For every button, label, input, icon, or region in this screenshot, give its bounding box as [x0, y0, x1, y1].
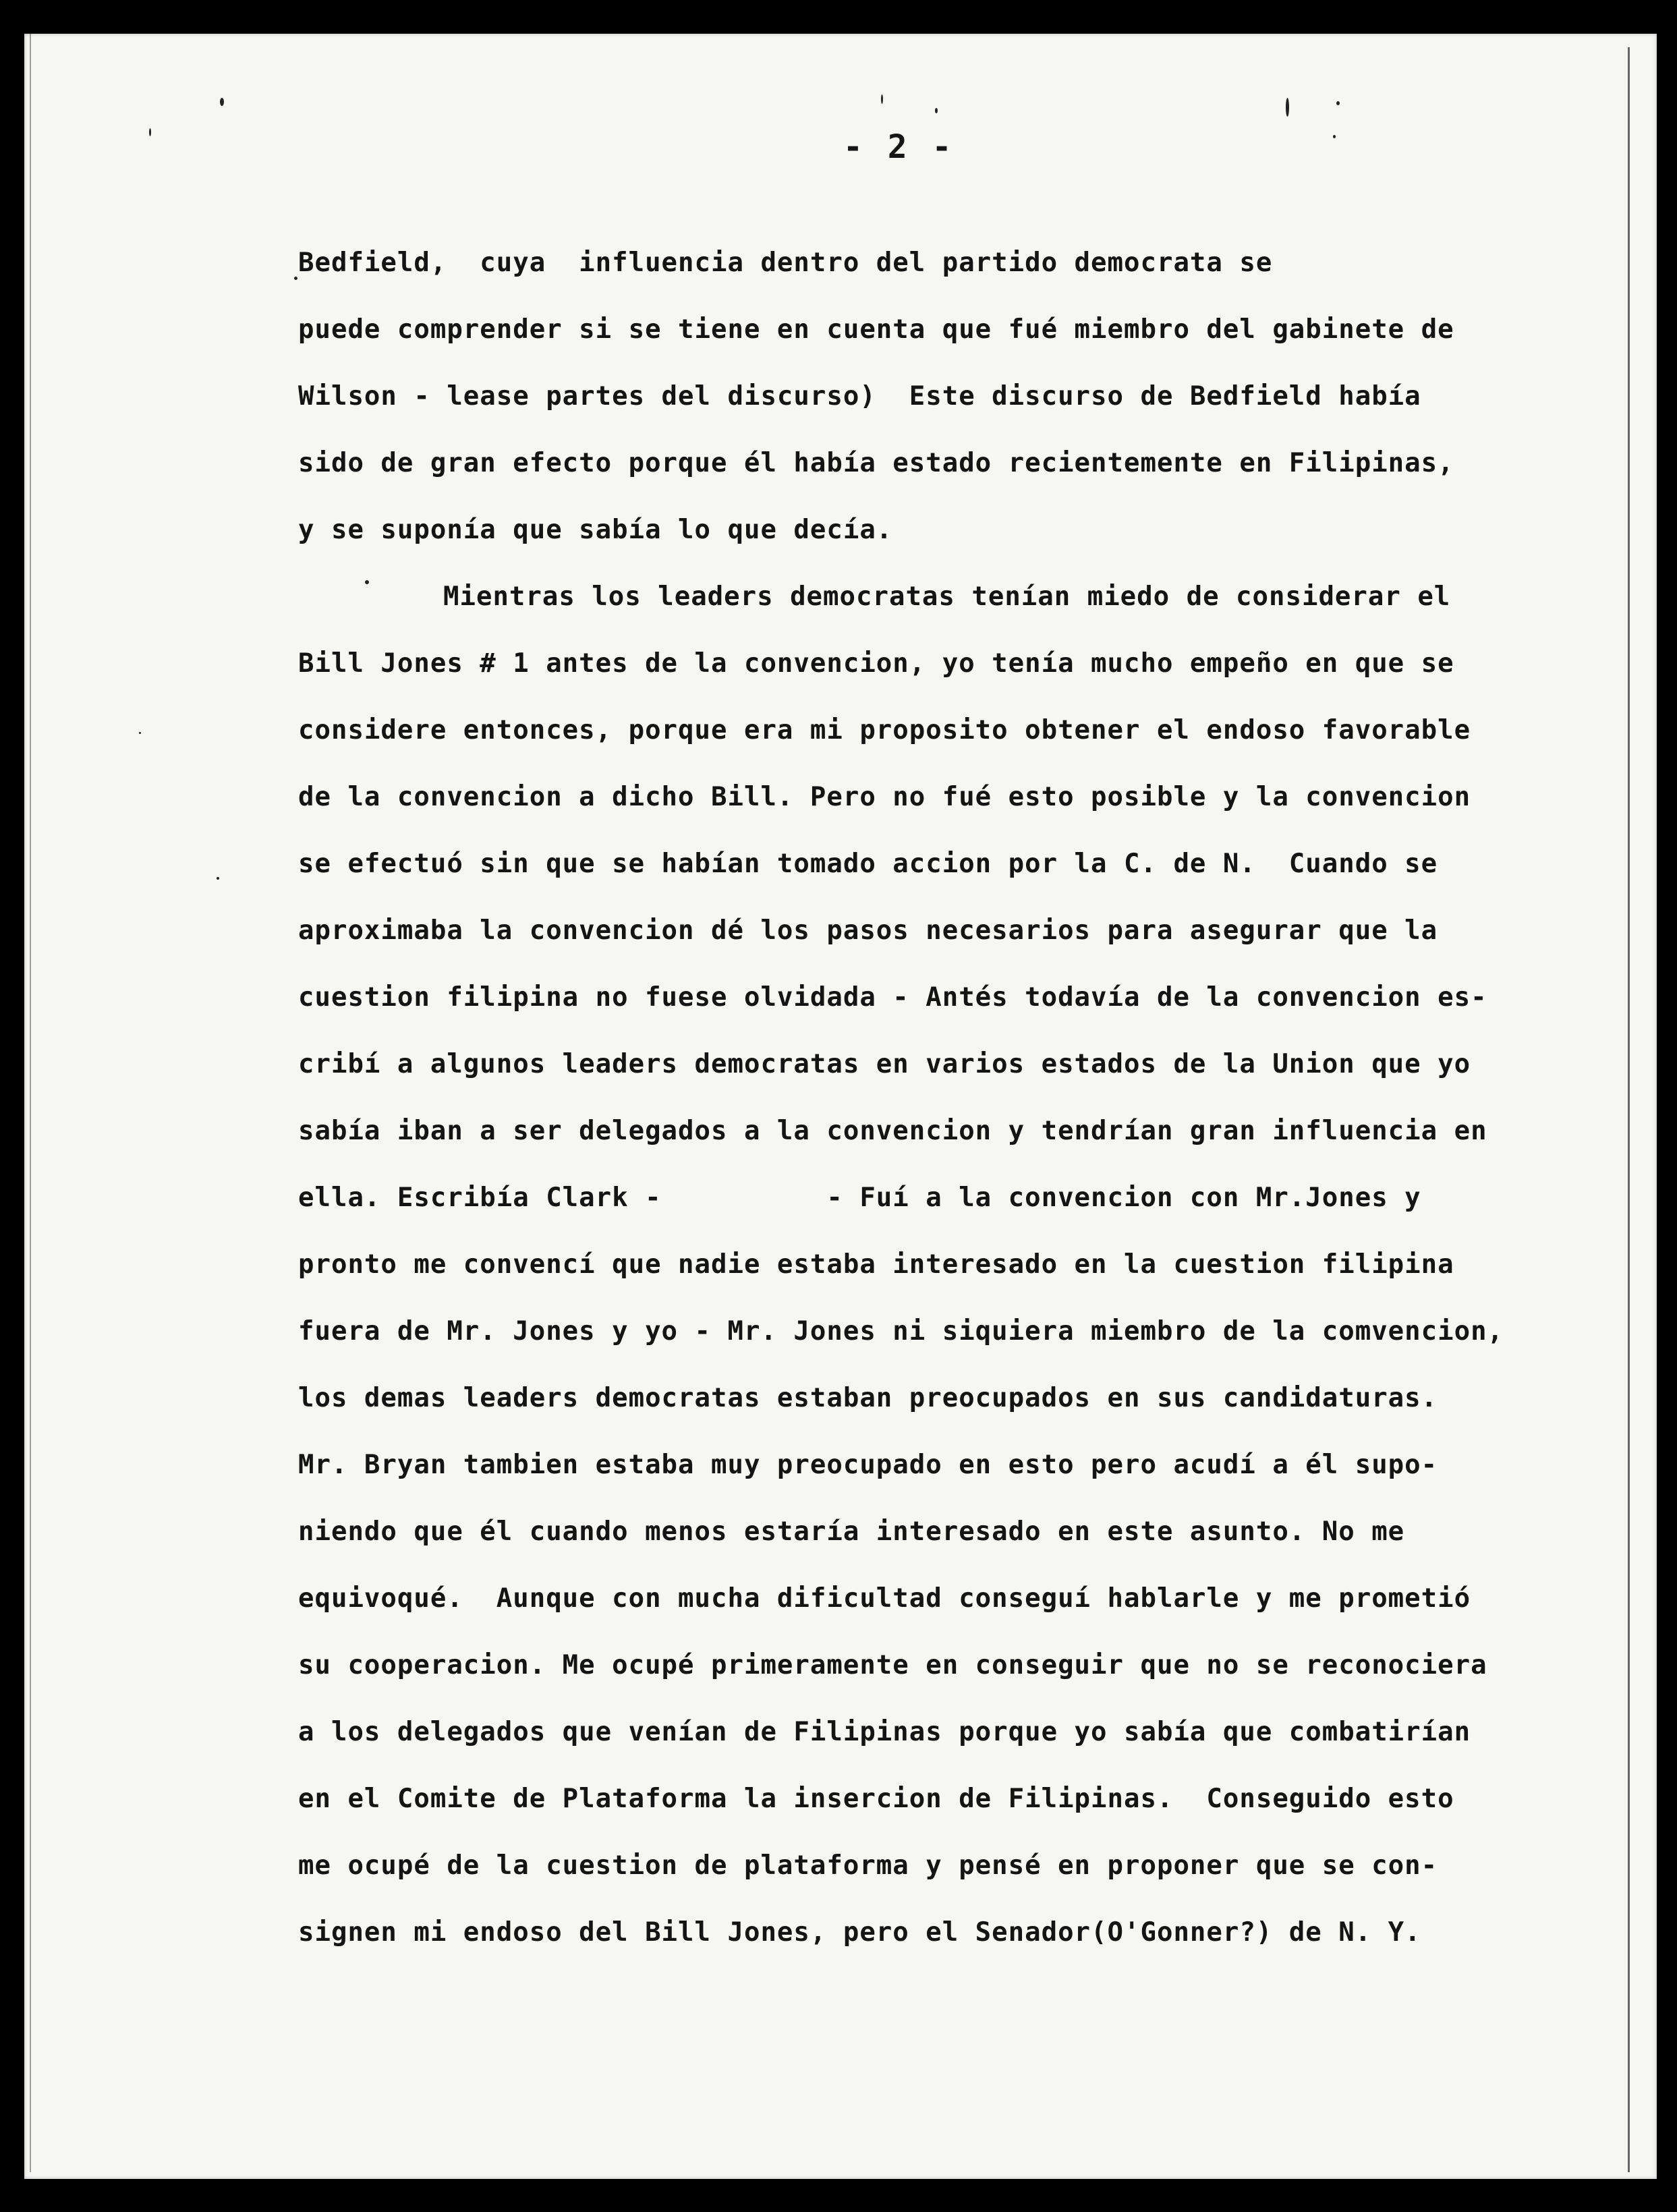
text-line: en el Comite de Plataforma la insercion de Filipinas. Conseguido esto — [298, 1784, 1454, 1814]
scan-speck — [139, 732, 141, 734]
text-line: Wilson - lease partes del discurso) Este discurso de Bedfield había — [298, 381, 1421, 412]
text-line: ella. Escribía Clark - - Fuí a la convencion con Mr.Jones y — [298, 1183, 1421, 1213]
text-line: Bedfield, cuya influencia dentro del partido democrata se — [298, 248, 1273, 278]
text-line: cuestion filipina no fuese olvidada - Antés todavía de la convencion es- — [298, 982, 1487, 1013]
text-line: su cooperacion. Me ocupé primeramente en conseguir que no se reconociera — [298, 1650, 1487, 1680]
text-line: aproximaba la convencion dé los pasos necesarios para asegurar que la — [298, 915, 1438, 946]
text-line: se efectuó sin que se habían tomado accion por la C. de N. Cuando se — [298, 849, 1438, 879]
text-line: cribí a algunos leaders democratas en varios estados de la Union que yo — [298, 1049, 1471, 1079]
text-line: sabía iban a ser delegados a la convencion y tendrían gran influencia en — [298, 1116, 1487, 1146]
text-line: equivoqué. Aunque con mucha dificultad conseguí hablarle y me prometió — [298, 1583, 1471, 1614]
typed-text-body — [298, 229, 1546, 1966]
text-line: de la convencion a dicho Bill. Pero no fué esto posible y la convencion — [298, 782, 1471, 812]
scan-speck — [294, 277, 297, 280]
text-line: signen mi endoso del Bill Jones, pero el Senador(O'Gonner?) de N. Y. — [298, 1917, 1421, 1948]
scan-speck — [881, 94, 883, 104]
text-line: fuera de Mr. Jones y yo - Mr. Jones ni siquiera miembro de la comvencion, — [298, 1316, 1504, 1346]
scan-speck — [935, 108, 938, 113]
text-line: Mr. Bryan tambien estaba muy preocupado en esto pero acudí a él supo- — [298, 1450, 1438, 1480]
text-line: puede comprender si se tiene en cuenta que fué miembro del gabinete de — [298, 314, 1454, 345]
scan-speck — [1333, 135, 1336, 138]
page-right-edge — [1628, 47, 1630, 2172]
page-left-edge — [30, 34, 31, 2172]
text-line: pronto me convencí que nadie estaba interesado en la cuestion filipina — [298, 1249, 1454, 1280]
scan-speck — [1336, 101, 1340, 105]
scan-speck — [1286, 98, 1289, 117]
text-line: considere entonces, porque era mi proposito obtener el endoso favorable — [298, 715, 1471, 745]
page-number: - 2 - — [843, 128, 955, 166]
scan-speck — [220, 98, 224, 106]
text-line: sido de gran efecto porque él había estado recientemente en Filipinas, — [298, 448, 1454, 478]
text-line: Bill Jones # 1 antes de la convencion, yo tenía mucho empeño en que se — [298, 648, 1454, 679]
scan-speck — [149, 128, 151, 136]
text-line: a los delegados que venían de Filipinas porque yo sabía que combatirían — [298, 1717, 1471, 1747]
text-line: Mientras los leaders democratas tenían miedo de considerar el — [443, 582, 1451, 612]
text-line: me ocupé de la cuestion de plataforma y pensé en proponer que se con- — [298, 1850, 1438, 1881]
text-line: niendo que él cuando menos estaría interesado en este asunto. No me — [298, 1516, 1405, 1547]
scan-speck — [217, 877, 219, 880]
text-line: los demas leaders democratas estaban preocupados en sus candidaturas. — [298, 1383, 1438, 1413]
text-line: y se suponía que sabía lo que decía. — [298, 515, 893, 545]
